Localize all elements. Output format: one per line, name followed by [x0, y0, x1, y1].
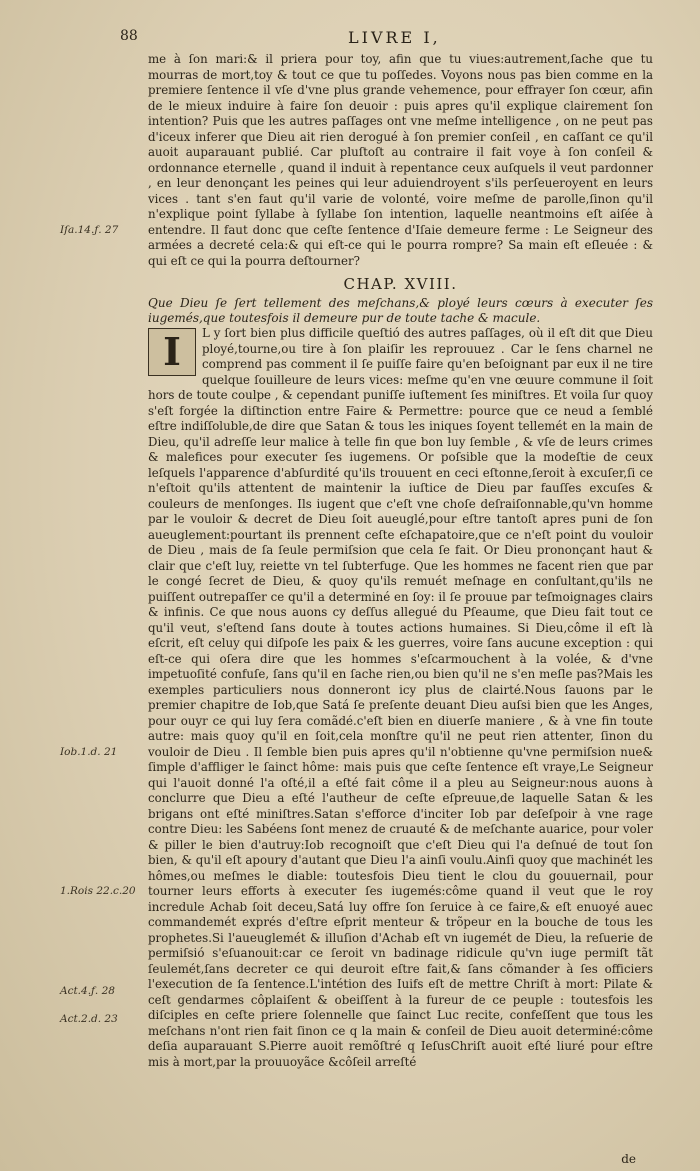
- decorated-initial-icon: [148, 328, 196, 376]
- margin-note-acts-2: Act.2.d. 23: [60, 1013, 118, 1025]
- initial-letter: I: [163, 329, 181, 374]
- page-number: 88: [120, 28, 138, 44]
- paragraph-chapter-body: L y ſort bien plus difficile queſtió des autres paſſages, où il eſt dit que Dieu ployé,tourne,ou tire à ſon plaiſir les reprouuez . Car le ſens charnel ne comprend pas comment il ſe puiſſe faire qu'en beſoignant par eux il ne tire quelque ſouilleure de leurs vices: meſme qu'en vne œuure commune il ſoit hors de toute coulpe , & cependant puniſſe iuſtement ſes miniſtres. Et voila ſur quoy s'eſt forgée la diſtinction entre Faire & Permettre: pource que ce neud a ſemblé eſtre indiſſoluble,de dire que Satan & tous les iniques ſoyent tellemét en la main de Dieu, qu'il adreſſe leur malice à telle fin que bon luy ſemble , & vſe de leurs crimes & malefices pour executer ſes iugemens. Or poſsible que la modeſtie de ceux leſquels l'apparence d'abſurdité qu'ils trouuent en ceci eſtonne,ſeroit à excuſer,ſi ce n'eſtoit qu'ils attentent de maintenir la iuſtice de Dieu par fauſſes excuſes & couleurs de menſonges. Ils iugent que c'eſt vne choſe deſraiſonnable,qu'vn homme par le vouloir & decret de Dieu ſoit aueuglé,pour eſtre tantoſt apres puni de ſon aueuglement:pourtant ils prennent ceſte eſchapatoire,que ce n'eſt point du vouloir de Dieu , mais de ſa ſeule permiſsion que cela ſe fait. Or Dieu prononçant haut & clair que c'eſt luy, reiette vn tel ſubterfuge. Que les hommes ne facent rien que par le congé ſecret de Dieu, & quoy qu'ils remuét meſnage en conſultant,qu'ils ne puiſſent outrepaſſer ce qu'il a determiné en ſoy: il ſe prouue par teſmoignages clairs & infinis. Ce que nous auons cy deſſus allegué du Pſeaume, que Dieu fait tout ce qu'il veut, s'eſtend ſans doute à toutes actions humaines. Si Dieu,côme il eſt là eſcrit, eſt celuy qui diſpoſe les paix & les guerres, voire ſans aucune exception : qui eſt-ce qui oſera dire que les hommes s'eſcarmouchent à la volée, & d'vne impetuoſité confuſe, ſans qu'il en ſache rien,ou bien qu'il ne s'en meſle pas?Mais les exemples particuliers nous donneront icy plus de clairté.Nous ſauons par le premier chapitre de Iob,que Satá ſe preſente deuant Dieu auſsi bien que les Anges, pour ouyr ce qui luy ſera comãdé.c'eſt bien en diuerſe maniere , & à vne fin toute autre: mais quoy qu'il en ſoit,cela monſtre qu'il ne peut rien attenter, ſinon du vouloir de Dieu . Il ſemble bien puis apres qu'il n'obtienne qu'vne permiſsion nue& ſimple d'affliger le ſainct hôme: mais puis que ceſte ſentence eſt vraye,Le Seigneur qui l'auoit donné l'a oſté,il a eſté fait côme il a pleu au Seigneur:nous auons à conclurre que Dieu a eſté l'autheur de ceſte eſpreuue,de laquelle Satan & les brigans ont eſté miniſtres.Satan s'efforce d'inciter Iob par deſeſpoir à vne rage contre Dieu: les Sabéens ſont menez de cruauté & de meſchante auarice, pour voler & piller le bien d'autruy:Iob recognoiſt que c'eſt Dieu qui l'a deſnué de tout ſon bien, & qu'il eſt apoury d'autant que Dieu l'a ainſi voulu.Ainſi quoy que machinét les hômes,ou meſmes le diable: toutesfois Dieu tient le clou du gouuernail, pour tourner leurs efforts à executer ſes iugemés:côme quand il veut que le roy incredule Achab ſoit deceu,Satá luy offre ſon ſeruice à ce faire,& eſt enuoyé auec commandemét exprés d'eſtre eſprit menteur & trõpeur en la bouche de tous les prophetes.Si l'aueuglemét & illuſion d'Achab eſt vn iugemét de Dieu, la reſuerie de permiſsió s'eſuanouit:car ce ſeroit vn badinage ridicule qu'vn iuge permiſt tãt ſeulemét,ſans decreter ce qui deuroit eſtre fait,& ſans cõmander à ſes officiers l'execution de ſa ſentence.L'intétion des Iuifs eſt de mettre Chriſt à mort: Pilate & ceſt gendarmes côplaiſent & obeiſſent à la fureur de ce peuple : toutesfois les diſciples en ceſte priere ſolennelle que ſainct Luc recite, confeſſent que tous les meſchans n'ont rien fait ſinon ce q la main & conſeil de Dieu auoit determiné:côme deſia auparauant S.Pierre auoit remõſtré q IeſusChriſt auoit eſté liuré pour eſtre mis à mort,par la prouuoyãce &côſeil arreſté: [148, 326, 653, 1069]
- margin-note-job: Iob.1.d. 21: [60, 746, 118, 758]
- page-header: [0, 28, 700, 52]
- catchword: de: [621, 1152, 636, 1166]
- chapter-summary: Que Dieu ſe ſert tellement des meſchans,& ployé leurs cœurs à executer ſes iugemés,que toutesfois il demeure pur de toute tache & macule.: [148, 296, 653, 325]
- margin-note-kings: 1.Rois 22.c.20: [60, 885, 136, 897]
- chapter-title: CHAP. XVIII.: [343, 275, 458, 293]
- body-text: [148, 52, 653, 1070]
- running-head: LIVRE I,: [348, 28, 441, 47]
- paragraph-continued: me à ſon mari:& il priera pour toy, afin que tu viues:autrement,ſache que tu mourras de mort,toy & tout ce que tu poſſedes. Voyons nous pas bien comme en la premiere ſentence il vſe d'vne plus grande vehemence, pour effrayer ſon cœur, afin de le mieux induire à faire ſon deuoir : puis apres qu'il explique clairement ſon intention? Puis que les autres paſſages ont vne meſme intelligence , on ne peut pas d'iceux inferer que Dieu ait rien derogué à ſon premier conſeil , en caſſant ce qu'il auoit auparauant publié. Car pluſtoſt au contraire il fait voye à ſon conſeil & ordonnance eternelle , quand il induit à repentance ceux auſquels il veut pardonner , en leur denonçant les peines qui leur aduiendroyent s'ils perſeueroyent en leurs vices . tant s'en faut qu'il varie de volonté, voire meſme de parolle,ſinon qu'il n'explique point ſyllabe à ſyllabe ſon intention, laquelle neantmoins eſt aiſée à entendre. Il faut donc que ceſte ſentence d'Iſaie demeure ferme : Le Seigneur des armées a decreté cela:& qui eſt-ce qui le pourra rompre? Sa main eſt eſleuée : & qui eſt ce qui la pourra deſtourner?: [148, 52, 653, 268]
- margin-note-acts-4: Act.4.ƒ. 28: [60, 985, 115, 997]
- margin-note-isaiah: Iſa.14.ƒ. 27: [60, 224, 119, 236]
